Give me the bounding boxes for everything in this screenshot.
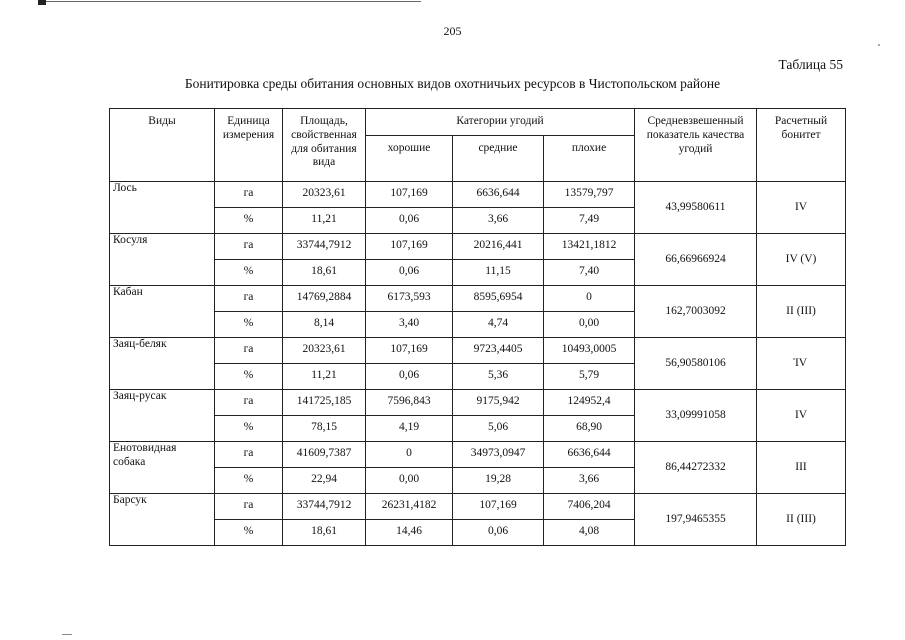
value-cell: 7596,843 bbox=[366, 390, 453, 416]
scan-edge-mark bbox=[62, 634, 72, 635]
page-number: 205 bbox=[443, 24, 462, 38]
value-cell: 0,06 bbox=[366, 260, 453, 286]
value-cell: 0,00 bbox=[366, 468, 453, 494]
value-cell: 19,28 bbox=[453, 468, 544, 494]
quality-cell: 197,9465355 bbox=[635, 494, 757, 546]
value-cell: 0,06 bbox=[366, 364, 453, 390]
value-cell: 3,66 bbox=[544, 468, 635, 494]
value-cell: 9175,942 bbox=[453, 390, 544, 416]
table-row bbox=[110, 182, 846, 208]
value-cell: 13421,1812 bbox=[544, 234, 635, 260]
unit-cell: % bbox=[215, 416, 283, 442]
unit-cell: га bbox=[215, 286, 283, 312]
value-cell: 8595,6954 bbox=[453, 286, 544, 312]
value-cell: 33744,7912 bbox=[283, 234, 366, 260]
value-cell: 20323,61 bbox=[283, 182, 366, 208]
species-name: Косуля bbox=[110, 234, 215, 286]
value-cell: 78,15 bbox=[283, 416, 366, 442]
value-cell: 11,21 bbox=[283, 364, 366, 390]
species-name: Енотовидная собака bbox=[110, 442, 215, 494]
value-cell: 107,169 bbox=[366, 338, 453, 364]
value-cell: 4,19 bbox=[366, 416, 453, 442]
table-row bbox=[110, 390, 846, 416]
value-cell: 33744,7912 bbox=[283, 494, 366, 520]
scan-artifact-line bbox=[46, 1, 421, 2]
habitat-table bbox=[109, 108, 846, 546]
unit-cell: % bbox=[215, 260, 283, 286]
quality-cell: 43,99580611 bbox=[635, 182, 757, 234]
value-cell: 7,40 bbox=[544, 260, 635, 286]
value-cell: 11,15 bbox=[453, 260, 544, 286]
value-cell: 141725,185 bbox=[283, 390, 366, 416]
unit-cell: % bbox=[215, 312, 283, 338]
table-row bbox=[110, 286, 846, 312]
value-cell: 3,40 bbox=[366, 312, 453, 338]
species-name: Заяц-русак bbox=[110, 390, 215, 442]
value-cell: 6636,644 bbox=[544, 442, 635, 468]
species-name: Лось bbox=[110, 182, 215, 234]
header-quality: Средневзвешенный показатель качества угодий bbox=[635, 109, 757, 182]
value-cell: 10493,0005 bbox=[544, 338, 635, 364]
value-cell: 14769,2884 bbox=[283, 286, 366, 312]
value-cell: 124952,4 bbox=[544, 390, 635, 416]
value-cell: 41609,7387 bbox=[283, 442, 366, 468]
bonitet-cell: II (III) bbox=[757, 494, 846, 546]
species-name: Заяц-беляк bbox=[110, 338, 215, 390]
value-cell: 14,46 bbox=[366, 520, 453, 546]
value-cell: 107,169 bbox=[453, 494, 544, 520]
value-cell: 0 bbox=[544, 286, 635, 312]
header-area: Площадь, свойственная для обитания вида bbox=[283, 109, 366, 182]
species-name: Барсук bbox=[110, 494, 215, 546]
unit-cell: га bbox=[215, 442, 283, 468]
species-name: Кабан bbox=[110, 286, 215, 338]
value-cell: 5,36 bbox=[453, 364, 544, 390]
value-cell: 20216,441 bbox=[453, 234, 544, 260]
bonitet-cell: IV bbox=[757, 182, 846, 234]
table-row bbox=[110, 494, 846, 520]
header-good: хорошие bbox=[366, 136, 453, 182]
value-cell: 68,90 bbox=[544, 416, 635, 442]
value-cell: 13579,797 bbox=[544, 182, 635, 208]
value-cell: 4,08 bbox=[544, 520, 635, 546]
value-cell: 0 bbox=[366, 442, 453, 468]
table-title: Бонитировка среды обитания основных видов охотничьих ресурсов в Чистопольском районе bbox=[184, 76, 721, 91]
value-cell: 22,94 bbox=[283, 468, 366, 494]
unit-cell: га bbox=[215, 182, 283, 208]
value-cell: 7,49 bbox=[544, 208, 635, 234]
quality-cell: 66,66966924 bbox=[635, 234, 757, 286]
value-cell: 18,61 bbox=[283, 520, 366, 546]
table-row bbox=[110, 338, 846, 364]
value-cell: 9723,4405 bbox=[453, 338, 544, 364]
value-cell: 107,169 bbox=[366, 234, 453, 260]
header-species: Виды bbox=[110, 109, 215, 182]
value-cell: 107,169 bbox=[366, 182, 453, 208]
unit-cell: % bbox=[215, 468, 283, 494]
value-cell: 5,79 bbox=[544, 364, 635, 390]
quality-cell: 33,09991058 bbox=[635, 390, 757, 442]
bonitet-cell: IV (V) bbox=[757, 234, 846, 286]
value-cell: 6636,644 bbox=[453, 182, 544, 208]
value-cell: 0,00 bbox=[544, 312, 635, 338]
bonitet-cell: IV bbox=[757, 338, 846, 390]
value-cell: 34973,0947 bbox=[453, 442, 544, 468]
unit-cell: % bbox=[215, 208, 283, 234]
value-cell: 11,21 bbox=[283, 208, 366, 234]
header-bonitet: Расчетный бонитет bbox=[757, 109, 846, 182]
value-cell: 20323,61 bbox=[283, 338, 366, 364]
quality-cell: 86,44272332 bbox=[635, 442, 757, 494]
unit-cell: % bbox=[215, 520, 283, 546]
value-cell: 7406,204 bbox=[544, 494, 635, 520]
unit-cell: га bbox=[215, 234, 283, 260]
bonitet-cell: IV bbox=[757, 390, 846, 442]
scan-artifact-bar bbox=[38, 0, 46, 5]
quality-cell: 56,90580106 bbox=[635, 338, 757, 390]
value-cell: 4,74 bbox=[453, 312, 544, 338]
scan-speck bbox=[878, 44, 880, 46]
unit-cell: га bbox=[215, 338, 283, 364]
value-cell: 3,66 bbox=[453, 208, 544, 234]
value-cell: 26231,4182 bbox=[366, 494, 453, 520]
table-number: Таблица 55 bbox=[778, 57, 843, 72]
value-cell: 8,14 bbox=[283, 312, 366, 338]
header-unit: Единица измерения bbox=[215, 109, 283, 182]
table-row bbox=[110, 442, 846, 468]
unit-cell: га bbox=[215, 494, 283, 520]
header-categories: Категории угодий bbox=[366, 109, 635, 136]
value-cell: 6173,593 bbox=[366, 286, 453, 312]
header-medium: средние bbox=[453, 136, 544, 182]
table-row bbox=[110, 234, 846, 260]
value-cell: 5,06 bbox=[453, 416, 544, 442]
table-body bbox=[110, 182, 846, 546]
value-cell: 0,06 bbox=[453, 520, 544, 546]
value-cell: 0,06 bbox=[366, 208, 453, 234]
bonitet-cell: III bbox=[757, 442, 846, 494]
unit-cell: % bbox=[215, 364, 283, 390]
value-cell: 18,61 bbox=[283, 260, 366, 286]
header-poor: плохие bbox=[544, 136, 635, 182]
unit-cell: га bbox=[215, 390, 283, 416]
bonitet-cell: II (III) bbox=[757, 286, 846, 338]
quality-cell: 162,7003092 bbox=[635, 286, 757, 338]
